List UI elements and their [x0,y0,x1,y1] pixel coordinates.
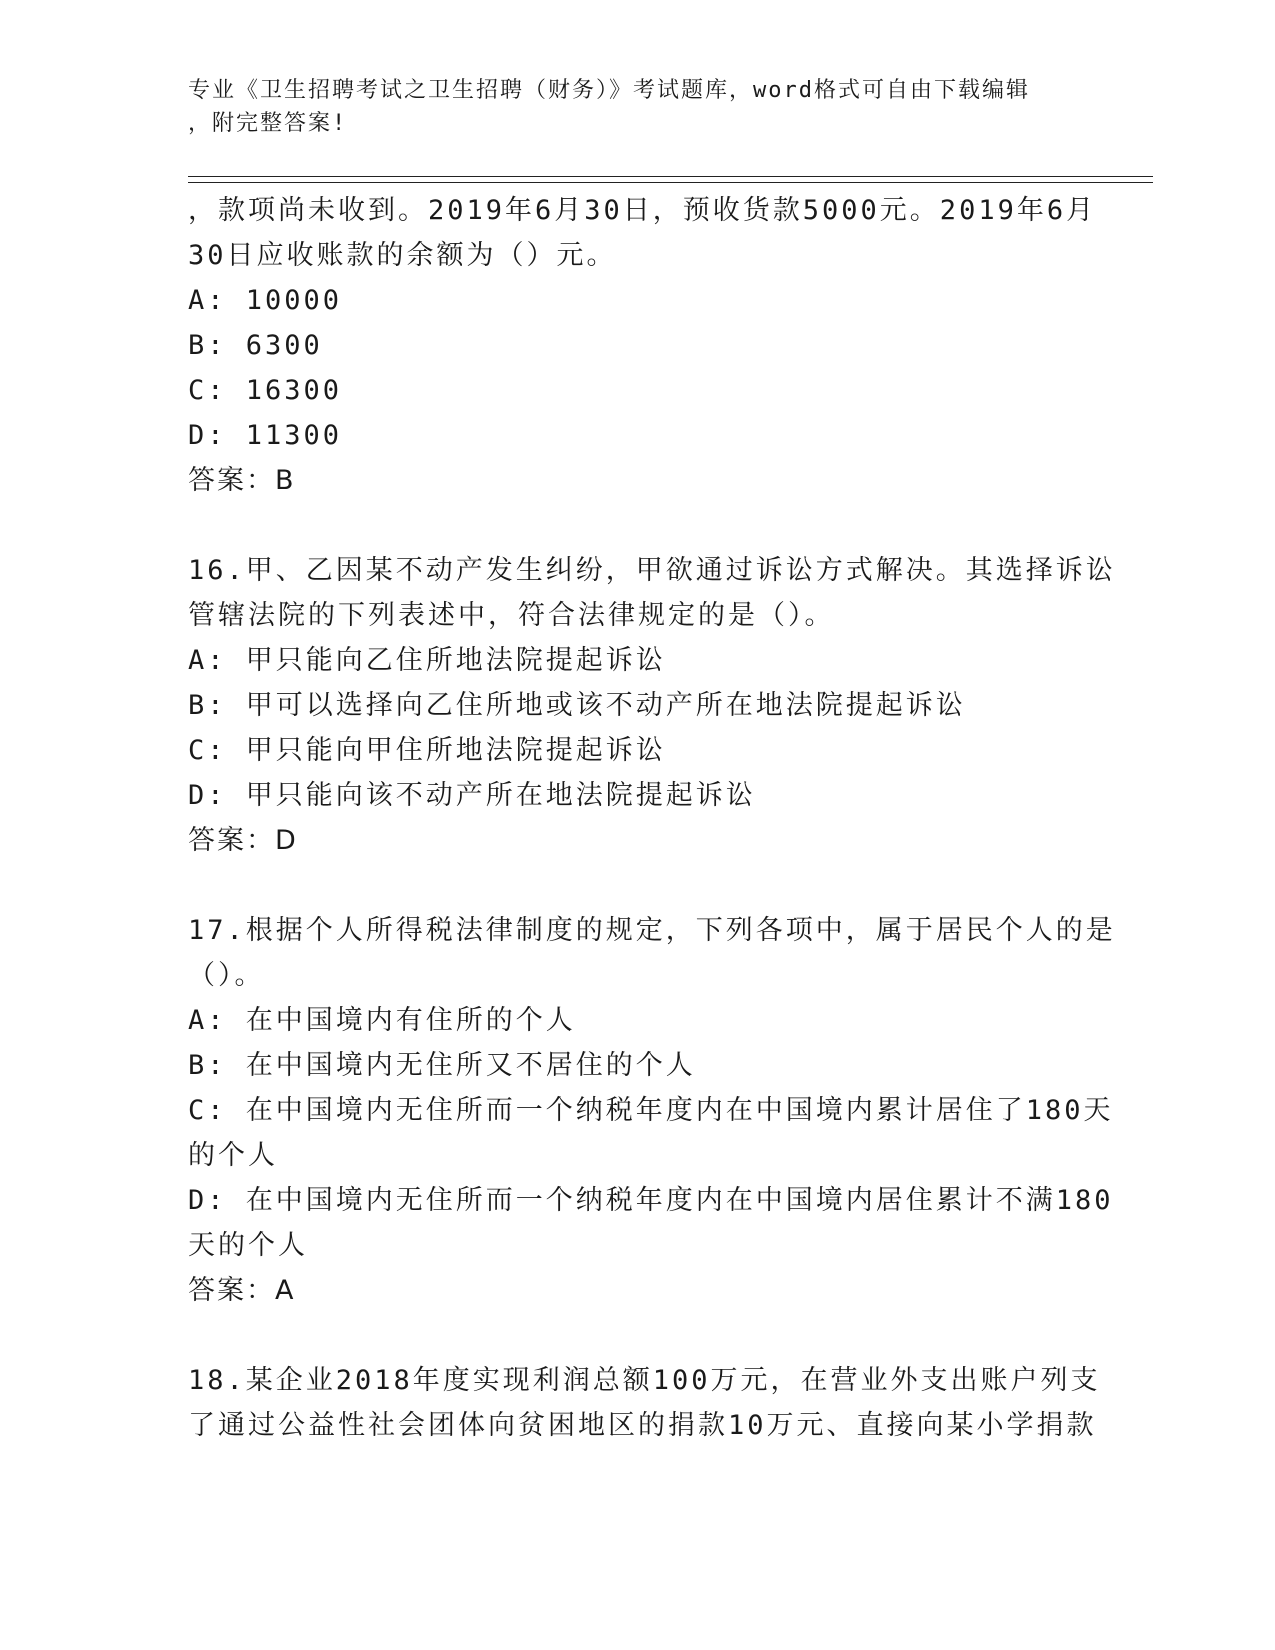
answer-label: 答案：B [188,465,296,496]
option-d: D: 甲只能向该不动产所在地法院提起诉讼 [188,780,756,811]
option-c: C: 在中国境内无住所而一个纳税年度内在中国境内累计居住了180天 [188,1095,1114,1126]
option-d: D: 在中国境内无住所而一个纳税年度内在中国境内居住累计不满180 [188,1185,1114,1216]
question-stem-line: 30日应收账款的余额为（）元。 [188,240,617,271]
question-stem-line: ，款项尚未收到。2019年6月30日，预收货款5000元。2019年6月 [188,195,1097,226]
question-list [188,188,1116,1448]
option-c-continued: 的个人 [188,1140,278,1171]
question-16 [188,548,1116,863]
option-d-continued: 天的个人 [188,1230,308,1261]
question-15 [188,188,1097,503]
question-17 [188,908,1116,1313]
option-c: C: 16300 [188,375,343,406]
answer-label: 答案：A [188,1275,296,1306]
answer-label: 答案：D [188,825,298,856]
option-a: A: 10000 [188,285,343,316]
option-b: B: 甲可以选择向乙住所地或该不动产所在地法院提起诉讼 [188,690,966,721]
header-divider-bottom [188,182,1153,183]
page-header [188,74,1068,140]
question-stem-line: 了通过公益性社会团体向贫困地区的捐款10万元、直接向某小学捐款 [188,1410,1097,1441]
header-title-line-2: ，附完整答案! [188,111,348,136]
option-b: B: 在中国境内无住所又不居住的个人 [188,1050,696,1081]
option-c: C: 甲只能向甲住所地法院提起诉讼 [188,735,666,766]
option-b: B: 6300 [188,330,323,361]
spacer [188,863,1068,908]
option-a: A: 在中国境内有住所的个人 [188,1005,576,1036]
spacer [188,503,1068,548]
option-d: D: 11300 [188,420,343,451]
question-stem-line: 16.甲、乙因某不动产发生纠纷，甲欲通过诉讼方式解决。其选择诉讼 [188,555,1116,586]
question-stem-line: 17.根据个人所得税法律制度的规定，下列各项中，属于居民个人的是 [188,915,1116,946]
question-stem-line: 18.某企业2018年度实现利润总额100万元，在营业外支出账户列支 [188,1365,1101,1396]
header-divider-top [188,176,1153,177]
question-18 [188,1358,1101,1448]
header-title-line-1: 专业《卫生招聘考试之卫生招聘（财务）》考试题库，word格式可自由下载编辑 [188,78,1030,103]
question-stem-line: （）。 [188,960,265,991]
question-stem-line: 管辖法院的下列表述中，符合法律规定的是（）。 [188,600,835,631]
option-a: A: 甲只能向乙住所地法院提起诉讼 [188,645,666,676]
spacer [188,1313,1068,1358]
